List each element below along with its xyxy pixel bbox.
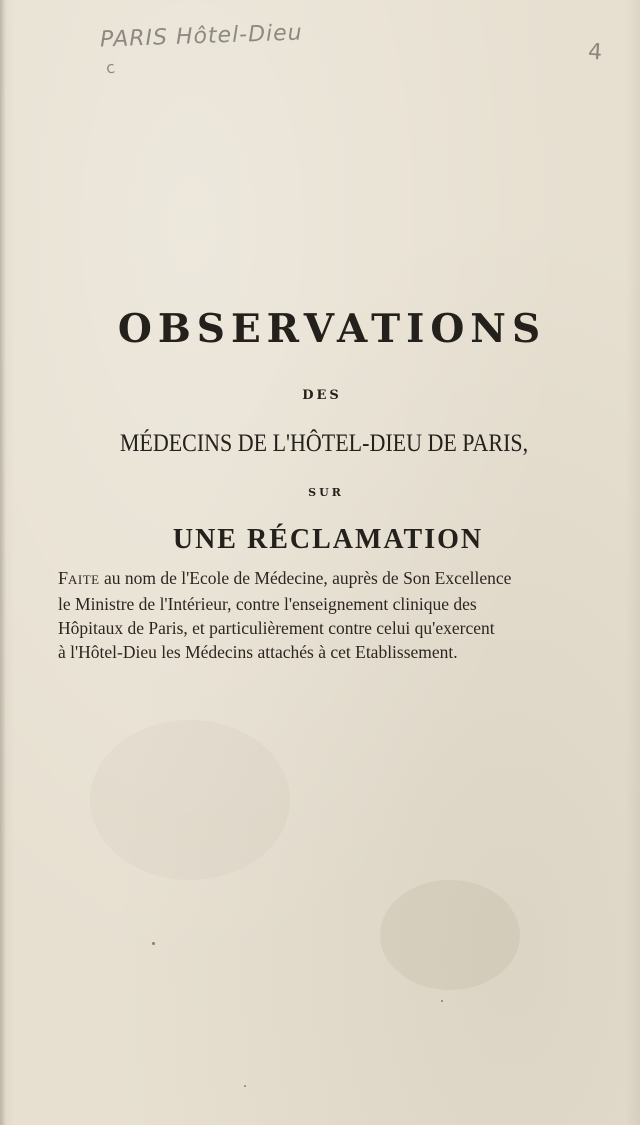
body-dropcap: F <box>58 568 69 588</box>
title-observations: OBSERVATIONS <box>117 306 547 352</box>
handwritten-page-number: 4 <box>587 39 604 66</box>
body-line-3: Hôpitaux de Paris, et particulièrement contre celui qu'exercent <box>58 618 495 638</box>
ink-speck <box>152 942 155 945</box>
paper-stain <box>90 720 290 880</box>
body-line-1 <box>58 566 624 592</box>
body-line-2: le Ministre de l'Intérieur, contre l'enseignement clinique des <box>58 594 477 614</box>
body-line-4: à l'Hôtel-Dieu les Médecins attachés à cet Etablissement. <box>58 642 458 662</box>
body-paragraph <box>58 566 624 664</box>
paper-stain <box>380 880 520 990</box>
handwritten-annotation-top: PARIS Hôtel-Dieu <box>99 20 304 53</box>
title-des: DES <box>302 388 342 403</box>
ink-speck <box>441 1000 443 1002</box>
title-medecins: MÉDECINS DE L'HÔTEL-DIEU DE PARIS, <box>119 428 529 457</box>
body-line-1-text: au nom de l'Ecole de Médecine, auprès de Son Excellence <box>99 568 512 588</box>
title-sur: SUR <box>308 486 344 499</box>
title-reclamation: UNE RÉCLAMATION <box>172 524 484 555</box>
ink-speck <box>244 1085 246 1087</box>
handwritten-annotation-c: c <box>104 57 118 78</box>
body-first-word: AITE <box>68 572 100 587</box>
page-edge-shadow <box>0 0 6 1125</box>
